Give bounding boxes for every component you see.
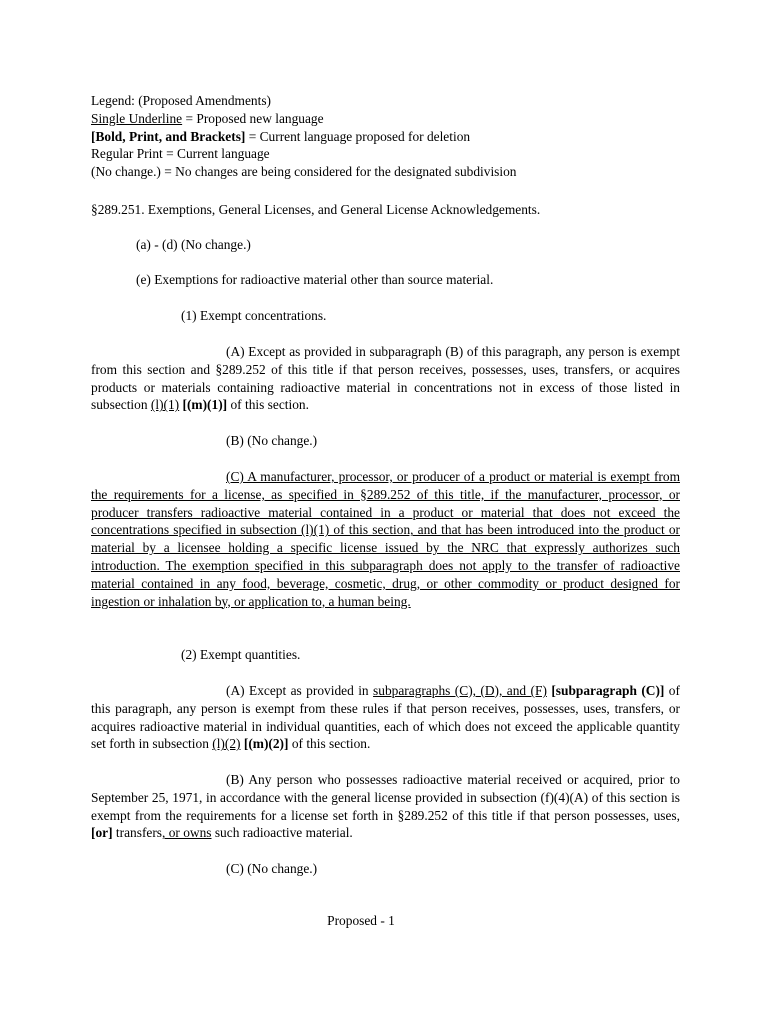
subparagraph-2a-text: (A) Except as provided in <box>226 683 374 698</box>
subparagraph-2a-new1: subparagraphs (C), (D), and (F) <box>373 683 547 698</box>
subparagraph-1c <box>91 468 680 610</box>
subparagraph-1a-new: (l)(1) <box>150 397 180 413</box>
subsection-e: (e) Exemptions for radioactive material other than source material. <box>136 272 494 287</box>
subparagraph-2a-deleted1: [subparagraph (C)] <box>551 683 665 698</box>
subparagraph-2b-tail: such radioactive material. <box>211 825 353 841</box>
subparagraph-2a-tail: of this section. <box>288 736 371 752</box>
subparagraph-2c: (C) (No change.) <box>226 861 318 876</box>
subparagraph-1a-tail: of this section. <box>227 397 309 413</box>
subparagraph-2a-text2: of this paragraph, any person is exempt from these rules if that person receives, possesses, uses, transfers, or acquires radioactive material in individual quantities, each of which does not exceed the applicable quantity set forth in subsection <box>91 683 680 752</box>
legend-bold-term: [Bold, Print, and Brackets] <box>91 128 246 144</box>
section-heading: §289.251. Exemptions, General Licenses, and General License Acknowledgements. <box>91 202 541 217</box>
legend-underline-term: Single Underline <box>91 110 183 126</box>
subparagraph-2b-new: , or owns <box>162 825 212 841</box>
legend-underline-line <box>91 110 691 128</box>
legend-title: Legend: (Proposed Amendments) <box>91 93 271 108</box>
subparagraph-1a-text: (A) Except as provided in subparagraph (B) of this paragraph, any person is exempt from this section and §289.252 of this title if that person receives, possesses, uses, transfers, or acquires products or materials containing radioactive material in concentrations not in excess of those listed in subsection <box>91 344 680 413</box>
subparagraph-2b-text2: transfers <box>112 825 163 841</box>
legend-bold-line <box>91 128 691 146</box>
paragraph-2: (2) Exempt quantities. <box>181 647 301 662</box>
subparagraph-1a <box>91 343 680 414</box>
subsection-a-d: (a) - (d) (No change.) <box>136 237 251 252</box>
subparagraph-2a <box>91 682 680 753</box>
subparagraph-2b <box>91 771 680 842</box>
paragraph-1: (1) Exempt concentrations. <box>181 308 327 323</box>
subparagraph-2a-new2: (l)(2) <box>212 736 241 752</box>
legend <box>91 92 691 181</box>
page-footer: Proposed - 1 <box>327 913 395 928</box>
legend-underline-desc: = Proposed new language <box>182 110 324 126</box>
subparagraph-2b-text: (B) Any person who possesses radioactive material received or acquired, prior to September 25, 1971, in accordance with the general license provided in subsection (f)(4)(A) of this section is exempt from the requirements for a license set forth in §289.252 of this title if that person possesses, uses, <box>91 772 680 823</box>
subparagraph-1a-deleted: [(m)(1)] <box>182 397 228 413</box>
legend-bold-desc: = Current language proposed for deletion <box>245 128 471 144</box>
subparagraph-1c-new: (C) A manufacturer, processor, or producer of a product or material is exempt from the requirements for a license, as specified in §289.252 of this title, if the manufacturer, processor, or producer transfers radioactive material contained in a product or material that does not exceed the concentrations specified in subsection (l)(1) of this section, and that has been introduced into the product or material by a licensee holding a specific license issued by the NRC that expressly authorizes such introduction. The exemption specified in this subparagraph does not apply to the transfer of radioactive material contained in any food, beverage, cosmetic, drug, or other commodity or product designed for ingestion or inhalation by, or application to, a human being. <box>91 469 680 609</box>
subparagraph-1b: (B) (No change.) <box>226 433 318 448</box>
legend-regular-line: Regular Print = Current language <box>91 146 270 162</box>
subparagraph-2b-deleted: [or] <box>91 825 113 841</box>
legend-nochange-line: (No change.) = No changes are being considered for the designated subdivision <box>91 164 517 180</box>
subparagraph-2a-deleted2: [(m)(2)] <box>243 736 289 752</box>
